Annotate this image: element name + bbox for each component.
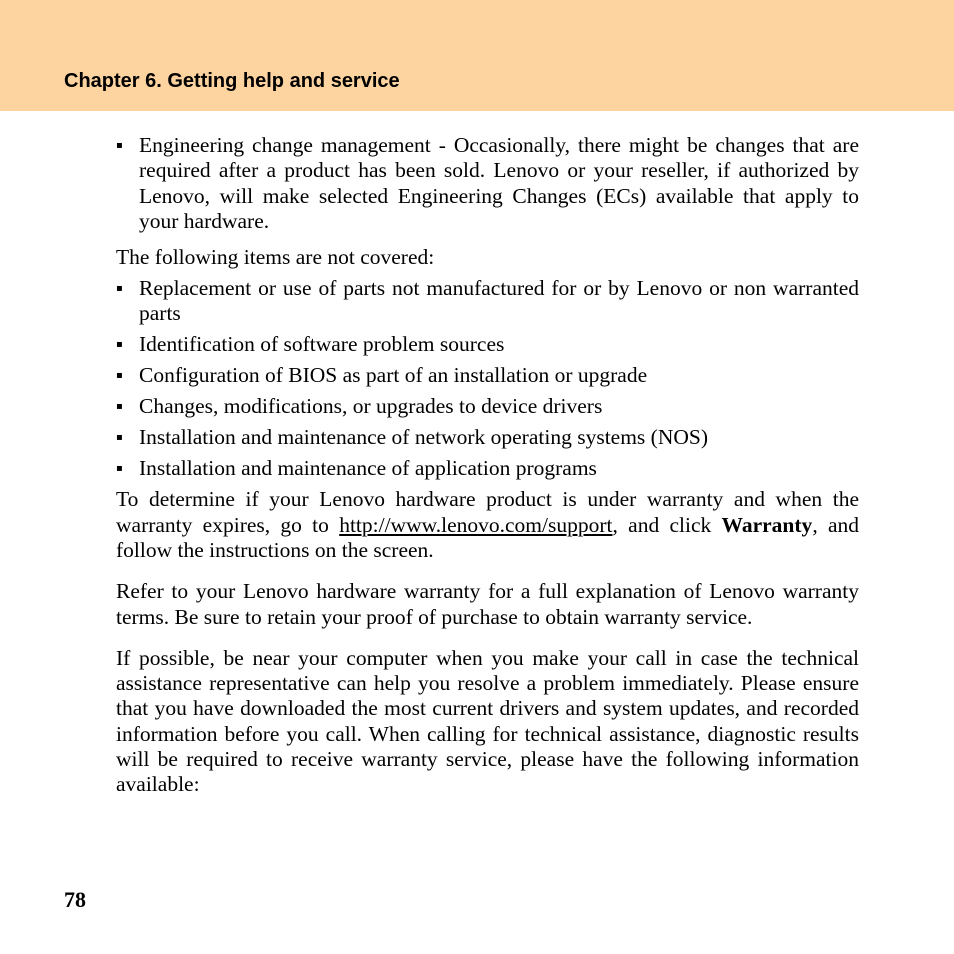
- page-content: [116, 133, 859, 798]
- list-item-text: Engineering change management - Occasionally, there might be changes that are required after a product has been sold. Lenovo or your reseller, if authorized by Lenovo, will make selected Engineering Changes (ECs) available that apply to your hardware.: [139, 133, 859, 233]
- list-item: [116, 133, 859, 234]
- warranty-paragraph: [116, 487, 859, 563]
- lenovo-support-link[interactable]: http://www.lenovo.com/support: [339, 512, 613, 537]
- bullet-icon: ▪: [116, 401, 123, 413]
- page-number: 78: [64, 887, 86, 912]
- warranty-text-end: , and follow the instructions on the screen.: [116, 512, 860, 562]
- list-item-text: Installation and maintenance of network operating systems (NOS): [139, 425, 709, 450]
- warranty-text-middle: , and click: [612, 512, 722, 537]
- list-item-text: Identification of software problem sources: [139, 332, 505, 357]
- warranty-keyword: Warranty: [721, 512, 813, 537]
- warranty-text-start: To determine if your Lenovo hardware product is under warranty and when the warranty expires, go to: [116, 487, 859, 537]
- chapter-header-band: [0, 0, 954, 111]
- list-item-text: Replacement or use of parts not manufactured for or by Lenovo or non warranted parts: [139, 276, 859, 326]
- bullet-icon: ▪: [116, 339, 123, 351]
- possible-paragraph: If possible, be near your computer when you make your call in case the technical assistance representative can help you resolve a problem immediately. Please ensure that you have downloaded the most current drivers and system updates, and recorded information before you call. When calling for technical assistance, diagnostic results will be required to receive warranty service, please have the following information available:: [116, 645, 859, 797]
- bullet-icon: ▪: [116, 140, 123, 151]
- list-item: [116, 276, 859, 327]
- not-covered-list: [116, 276, 859, 482]
- not-covered-intro: The following items are not covered:: [116, 245, 435, 270]
- list-item: [116, 425, 859, 450]
- list-item: [116, 363, 859, 388]
- bullet-icon: ▪: [116, 463, 123, 475]
- list-item-text: Changes, modifications, or upgrades to device drivers: [139, 394, 603, 419]
- list-item-text: Installation and maintenance of application programs: [139, 456, 597, 481]
- list-item: [116, 332, 859, 357]
- chapter-title: Chapter 6. Getting help and service: [64, 70, 400, 92]
- covered-list: [116, 133, 859, 234]
- list-item-text: Configuration of BIOS as part of an installation or upgrade: [139, 363, 648, 388]
- bullet-icon: ▪: [116, 432, 123, 444]
- bullet-icon: ▪: [116, 370, 123, 382]
- list-item: [116, 394, 859, 419]
- bullet-icon: ▪: [116, 283, 123, 295]
- refer-paragraph: Refer to your Lenovo hardware warranty for a full explanation of Lenovo warranty terms. Be sure to retain your proof of purchase to obtain warranty service.: [116, 579, 859, 629]
- list-item: [116, 456, 859, 481]
